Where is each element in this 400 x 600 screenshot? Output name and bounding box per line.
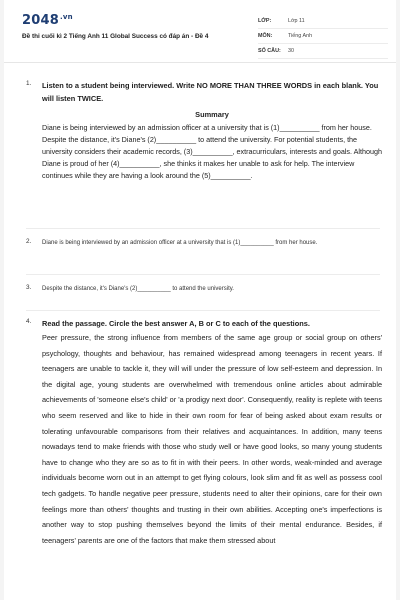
meta-label: LỚP: xyxy=(258,18,272,24)
question-number: 3. xyxy=(26,284,32,291)
question-4 xyxy=(26,318,382,548)
document-title: Đề thi cuối kì 2 Tiếng Anh 11 Global Success có đáp án - Đề 4 xyxy=(22,33,209,40)
meta-row-count xyxy=(258,44,388,59)
meta-label: SỐ CÂU: xyxy=(258,48,281,54)
divider xyxy=(26,228,380,229)
meta-value: 30 xyxy=(288,48,294,54)
question-text: Despite the distance, it's Diane's (2)__________ to attend the university. xyxy=(42,286,234,292)
question-instruction: Listen to a student being interviewed. Write NO MORE THAN THREE WORDS in each blank. You will listen TWICE. xyxy=(42,81,379,103)
meta-table xyxy=(258,14,388,59)
summary-title: Summary xyxy=(195,110,229,119)
question-number: 1. xyxy=(26,80,32,87)
meta-row-class xyxy=(258,14,388,29)
document-page xyxy=(4,0,396,600)
summary-text: Diane is being interviewed by an admission officer at a university that is (1)__________ from her house. Despite the distance, it's Diane's (2)__________ to attend the university. For potential students, the university considers their academic records, (3)__________, extracurriculars, interests and goals. Although Diane is proud of her (4)__________, she thinks it makes her unable to ask for help. The interview continues while they are having a look around the (5)__________. xyxy=(42,122,382,180)
meta-value: Tiếng Anh xyxy=(288,33,313,39)
question-1 xyxy=(26,80,382,182)
question-number: 4. xyxy=(26,318,32,325)
divider xyxy=(26,274,380,275)
site-logo[interactable] xyxy=(22,13,73,28)
logo-text: 2048 xyxy=(22,13,59,28)
question-instruction: Read the passage. Circle the best answer A, B or C to each of the questions. xyxy=(42,319,310,328)
divider xyxy=(26,310,380,311)
page-header xyxy=(4,0,396,63)
logo-suffix: .vn xyxy=(59,13,73,21)
meta-row-subject xyxy=(258,29,388,44)
meta-value: Lớp 11 xyxy=(288,18,305,24)
reading-passage: Peer pressure, the strong influence from members of the same age group or social group on others' psychology, thoughts and behaviour, has remained widespread among teenagers in recent years. If teenagers are unable to tackle it, they will will under the pressure of low self-esteem and depression. In the digital age, young students are overwhelmed with tremendous online articles about admirable achievements of 'someone else's child' or 'a prodigy next door'. Consequently, reality is replete with teens who seem reserved and like to hide in their own room for fear of being asked about exam results or tolerating unfavourable comparisons from their relatives and acquaintances. In addition, many teens nowadays tend to make friends with those who study well or have good looks, so many young students have to change who they are so as to fit in with their peers. In other words, weak-minded and average individuals become worn out in an attempt to get flying colours, look slim and fit as well as possess cool tech gadgets. To handle negative peer pressure, students need to alter their opinions, care for their own feelings more than others' thoughts and trusting in their own abilities. Accepting one's imperfections is another way to stop pushing themselves beyond the limits of their mental endurance. Besides, if teenagers' parents are one of the factors that make them stressed about xyxy=(42,333,382,545)
question-text: Diane is being interviewed by an admission officer at a university that is (1)__________ from her house. xyxy=(42,240,318,246)
question-2 xyxy=(26,238,382,248)
meta-label: MÔN: xyxy=(258,33,273,39)
question-number: 2. xyxy=(26,238,32,245)
question-3 xyxy=(26,284,382,294)
